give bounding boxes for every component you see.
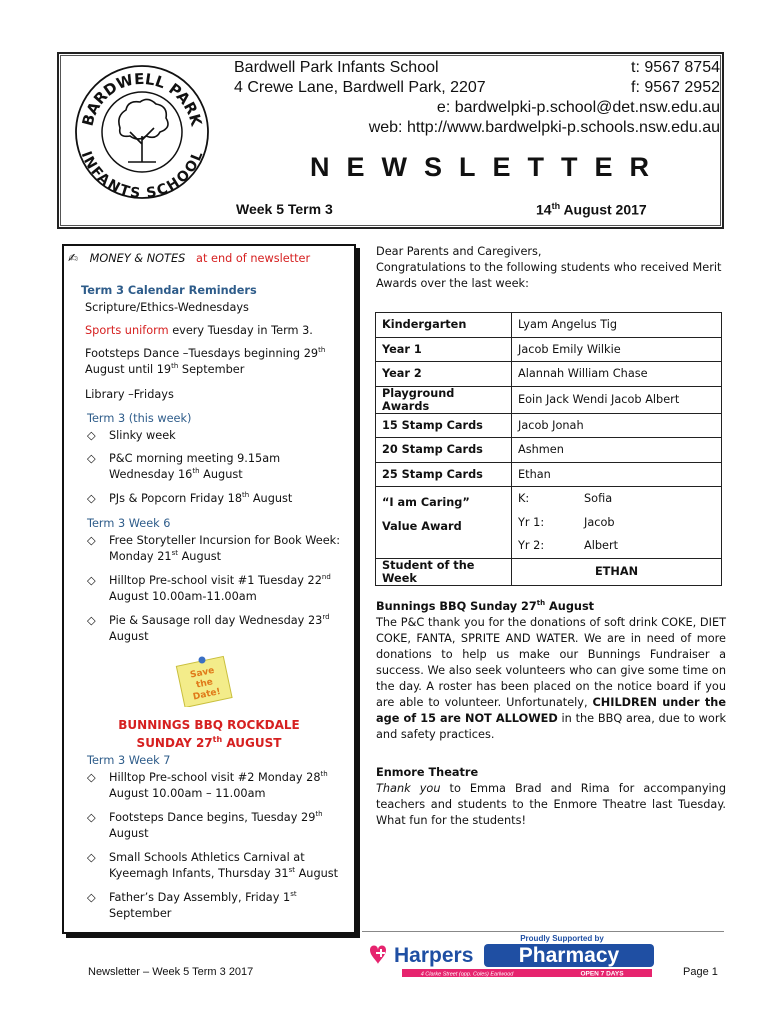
list-item: ◇ Free Storyteller Incursion for Book Week: Monday 21st August	[87, 534, 341, 563]
enmore-heading: Enmore Theatre	[376, 766, 479, 779]
money-notes-label: MONEY & NOTES	[89, 252, 186, 265]
school-email: e: bardwelpki-p.school@det.nsw.edu.au	[436, 99, 720, 116]
greeting: Dear Parents and Caregivers, Congratulations to the following students who received Merit Awards over the last week:	[376, 245, 722, 290]
table-row	[376, 558, 722, 585]
bbq-heading: Bunnings BBQ Sunday 27th August	[376, 599, 595, 613]
award-names: Jacob Emily Wilkie	[512, 337, 722, 362]
table-row	[376, 362, 722, 387]
award-category: 20 Stamp Cards	[376, 438, 512, 463]
award-category: 25 Stamp Cards	[376, 462, 512, 487]
award-category: 15 Stamp Cards	[376, 413, 512, 438]
award-category: Kindergarten	[376, 313, 512, 338]
table-row	[376, 313, 722, 338]
award-category: Year 2	[376, 362, 512, 387]
svg-text:Save: Save	[189, 665, 216, 681]
table-row	[376, 438, 722, 463]
list-item: ◇ Slinky week	[87, 429, 176, 442]
page-number: Page 1	[683, 966, 718, 978]
list-item: ◇ Pie & Sausage roll day Wednesday 23rd August	[87, 613, 330, 643]
caring-award-entry: Yr 1: Jacob	[512, 511, 722, 535]
logo-text-top: BARDWELL PARK	[78, 69, 206, 128]
writing-hand-icon: ✍	[68, 251, 79, 265]
sports-uniform-line: Sports uniform every Tuesday in Term 3.	[85, 324, 313, 337]
student-of-week-name: ETHAN	[512, 558, 722, 585]
library-line: Library –Fridays	[85, 388, 174, 401]
enmore-text: Thank you to Emma Brad and Rima for accompanying teachers and students to the Enmore Theatre last Tuesday. What fun for the students!	[376, 782, 726, 827]
week6-heading: Term 3 Week 6	[87, 517, 171, 530]
student-of-week-label: Student of the Week	[376, 558, 512, 585]
logo-text-bottom: INFANTS SCHOOL	[77, 149, 207, 202]
list-item: ◇ PJs & Popcorn Friday 18th August	[87, 491, 293, 505]
footsteps-line: Footsteps Dance –Tuesdays beginning 29th August until 19th September	[85, 346, 326, 376]
bbq-text: The P&C thank you for the donations of soft drink COKE, DIET COKE, FANTA, SPRITE AND WATER. We are in need of more donations to help us make our Bunnings Fundraiser a success. We also seek volunteers who can give some time on the day. A roster has been placed on the notice board if you are able to volunteer. Unfortunately, CHILDREN under the age of 15 are NOT ALLOWED in the BBQ area, due to work and safety practices.	[376, 616, 727, 741]
award-names: Eoin Jack Wendi Jacob Albert	[512, 386, 722, 413]
week7-heading: Term 3 Week 7	[87, 754, 171, 767]
pin-icon	[199, 657, 206, 664]
school-fax: f: 9567 2952	[631, 79, 720, 96]
award-names: Ashmen	[512, 438, 722, 463]
newsletter-title: NEWSLETTER	[310, 152, 666, 182]
list-item: ◇ Footsteps Dance begins, Tuesday 29th August	[87, 810, 323, 840]
merit-awards-table	[375, 312, 722, 586]
bunnings-heading: BUNNINGS BBQ ROCKDALE SUNDAY 27th AUGUST	[118, 718, 300, 750]
save-the-date-note	[174, 655, 234, 707]
money-notes-note: at end of newsletter	[196, 252, 311, 265]
school-phone: t: 9567 8754	[631, 59, 720, 76]
svg-text:Harpers: Harpers	[394, 944, 474, 967]
svg-text:4 Clarke Street (opp. Coles) E: 4 Clarke Street (opp. Coles) Earlwood	[420, 971, 514, 978]
school-logo	[72, 62, 212, 202]
school-name: Bardwell Park Infants School	[234, 59, 439, 76]
table-row	[376, 413, 722, 438]
list-item: ◇ Hilltop Pre-school visit #2 Monday 28th August 10.00am – 11.00am	[87, 770, 328, 800]
heart-icon	[370, 946, 386, 965]
school-web: web: http://www.bardwelpki-p.schools.nsw.edu.au	[368, 119, 720, 136]
caring-award-entry: Yr 2: Albert	[512, 534, 722, 558]
award-names: Lyam Angelus Tig	[512, 313, 722, 338]
table-row	[376, 337, 722, 362]
list-item: ◇ Small Schools Athletics Carnival at Kyeemagh Infants, Thursday 31st August	[87, 851, 339, 880]
svg-text:the: the	[195, 677, 214, 691]
school-address: 4 Crewe Lane, Bardwell Park, 2207	[234, 79, 486, 96]
award-names: Jacob Jonah	[512, 413, 722, 438]
award-category: Year 1	[376, 337, 512, 362]
award-names: Alannah William Chase	[512, 362, 722, 387]
issue-week: Week 5 Term 3	[236, 201, 333, 217]
scripture-line: Scripture/Ethics-Wednesdays	[85, 301, 249, 314]
award-category: Playground Awards	[376, 386, 512, 413]
money-notes-line	[68, 250, 310, 267]
footer-left: Newsletter – Week 5 Term 3 2017	[88, 966, 254, 978]
svg-text:Proudly Supported by: Proudly Supported by	[520, 934, 604, 943]
caring-award-entry: K: Sofia	[512, 487, 722, 511]
this-week-heading: Term 3 (this week)	[87, 412, 192, 425]
award-names: Ethan	[512, 462, 722, 487]
svg-text:Date!: Date!	[192, 686, 222, 703]
list-item: ◇ Father’s Day Assembly, Friday 1st September	[87, 890, 297, 920]
table-row	[376, 386, 722, 413]
sponsor-banner	[362, 932, 724, 978]
table-row	[376, 487, 722, 511]
list-item: ◇ Hilltop Pre-school visit #1 Tuesday 22nd August 10.00am-11.00am	[87, 573, 331, 603]
list-item: ◇ P&C morning meeting 9.15am Wednesday 16th August	[87, 452, 281, 481]
caring-award-label: “I am Caring” Value Award	[376, 487, 512, 559]
svg-text:OPEN 7 DAYS: OPEN 7 DAYS	[580, 970, 624, 978]
svg-text:Pharmacy: Pharmacy	[518, 944, 620, 967]
reminders-heading: Term 3 Calendar Reminders	[81, 284, 257, 297]
issue-date: 14th August 2017	[536, 201, 647, 218]
table-row	[376, 462, 722, 487]
